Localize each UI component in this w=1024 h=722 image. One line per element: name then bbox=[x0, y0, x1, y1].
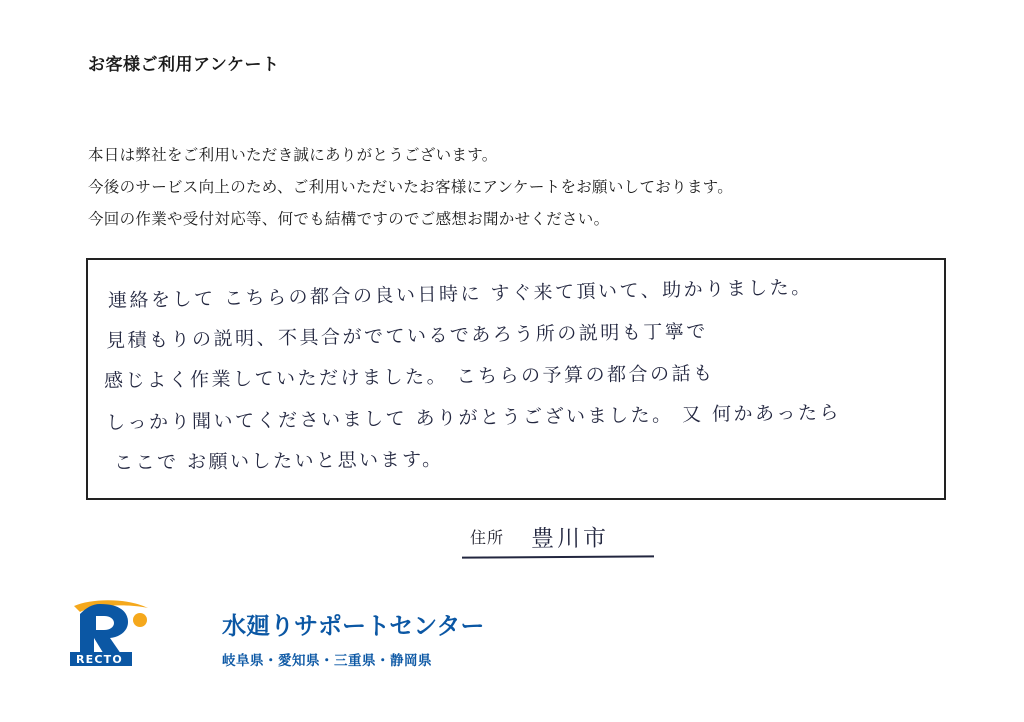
handwriting-line-2: 見積もりの説明、不具合がでているであろう所の説明も丁寧で bbox=[105, 320, 708, 352]
handwriting-line-1: 連絡をして こちらの都合の良い日時に すぐ来て頂いて、助かりました。 bbox=[107, 276, 813, 312]
logo-main-text: 水廻りサポートセンター bbox=[222, 613, 485, 640]
address-field bbox=[470, 520, 609, 553]
address-underline bbox=[462, 555, 654, 558]
handwritten-comment bbox=[88, 260, 944, 498]
svg-text:RECTO: RECTO bbox=[76, 653, 123, 666]
intro-line-3: 今回の作業や受付対応等、何でも結構ですのでご感想お聞かせください。 bbox=[88, 211, 610, 228]
address-value: 豊川市 bbox=[531, 525, 610, 553]
handwriting-line-3: 感じよく作業していただけました。 こちらの予算の都合の話も bbox=[103, 362, 715, 392]
handwriting-line-5: ここで お願いしたいと思います。 bbox=[113, 448, 444, 474]
recto-logo-icon bbox=[70, 598, 156, 666]
intro-paragraph bbox=[88, 140, 733, 236]
page-title: お客様ご利用アンケート bbox=[88, 55, 280, 74]
comment-box bbox=[86, 258, 946, 500]
logo-sub-text: 岐阜県・愛知県・三重県・静岡県 bbox=[222, 653, 432, 668]
intro-line-2: 今後のサービス向上のため、ご利用いただいたお客様にアンケートをお願いしております。 bbox=[88, 179, 734, 196]
logo-text-block bbox=[222, 606, 484, 669]
company-logo bbox=[70, 596, 485, 672]
address-label: 住所 bbox=[470, 530, 505, 547]
handwriting-line-4: しっかり聞いてくださいまして ありがとうございました。 又 何かあったら bbox=[105, 401, 842, 434]
intro-line-1: 本日は弊社をご利用いただき誠にありがとうございます。 bbox=[88, 147, 498, 164]
